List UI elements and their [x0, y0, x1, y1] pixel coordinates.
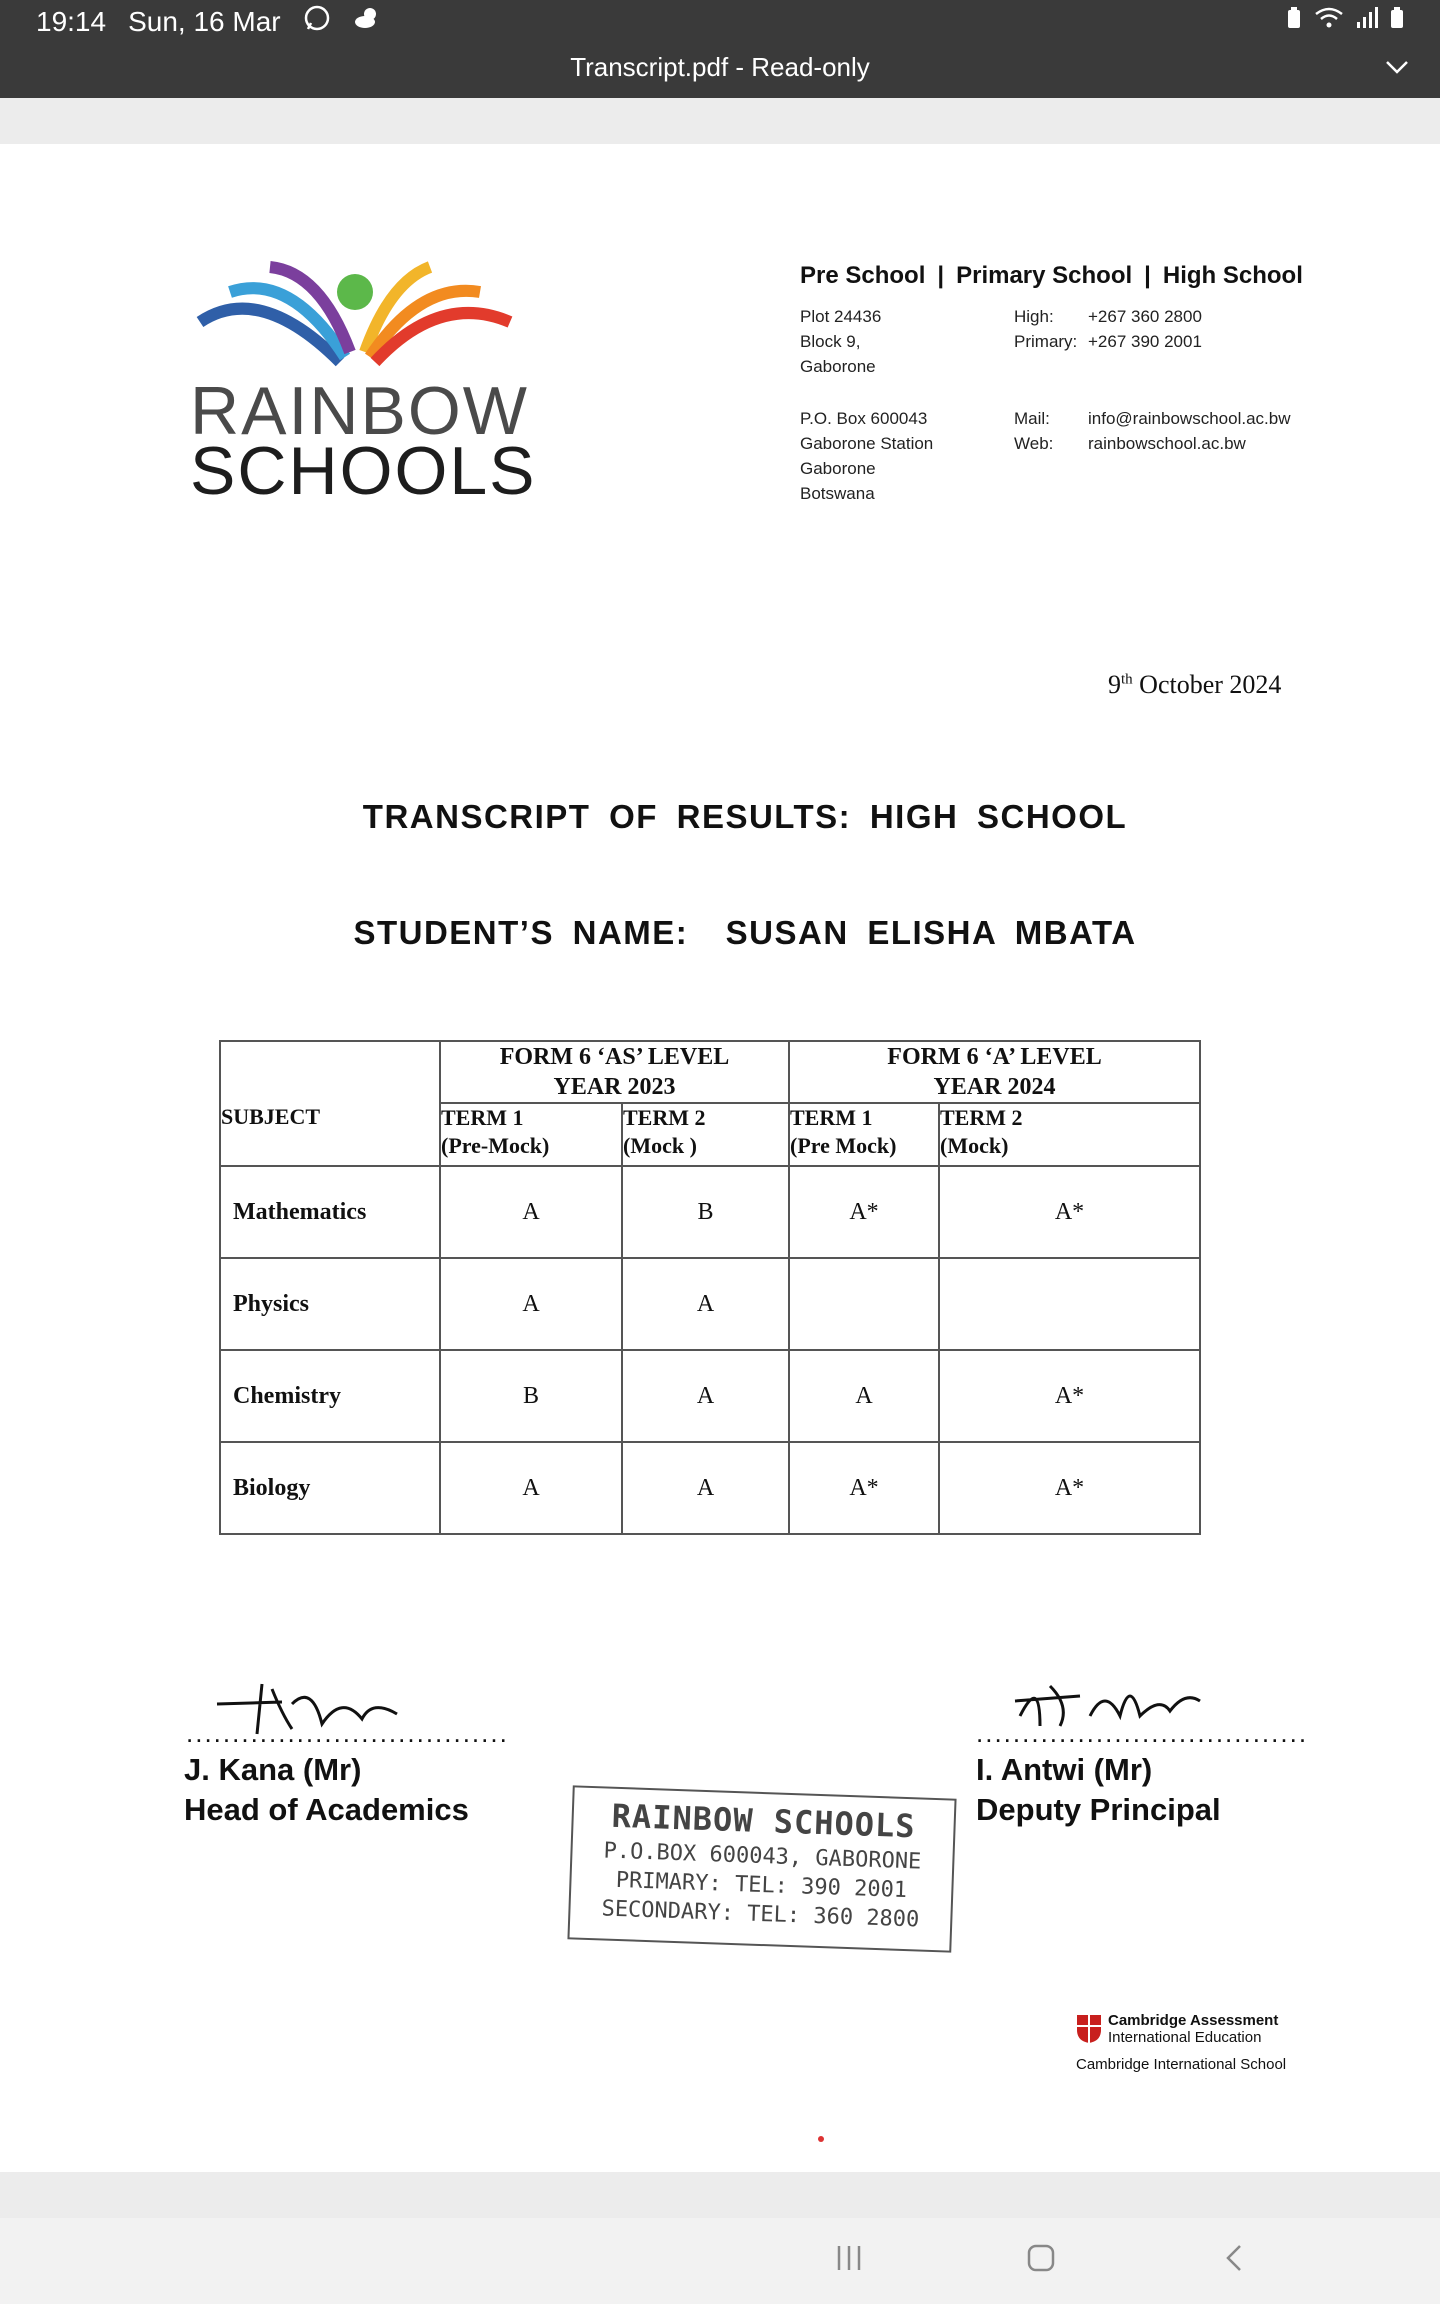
- page-dot: [818, 2136, 824, 2142]
- mail-value: info@rainbowschool.ac.bw: [1088, 409, 1291, 428]
- form-a-line2: YEAR 2024: [933, 1074, 1056, 1100]
- address-line: P.O. Box 600043: [800, 409, 928, 428]
- term-label: TERM 2: [940, 1105, 1023, 1130]
- battery-icon: [1286, 6, 1302, 37]
- signatory-right: [976, 1750, 1221, 1830]
- address-line: Gaborone: [800, 459, 876, 478]
- cambridge-line1: Cambridge Assessment: [1108, 2012, 1279, 2029]
- signatory-left: [184, 1750, 469, 1830]
- school-type: High School: [1162, 262, 1303, 289]
- back-icon[interactable]: [1222, 2240, 1246, 2282]
- address-line: Plot 24436: [800, 307, 882, 326]
- grade-cell: A: [440, 1442, 622, 1534]
- grade-cell: A: [440, 1166, 622, 1258]
- table-corner: [220, 1041, 440, 1103]
- student-name-label: STUDENT’S NAME:: [353, 914, 689, 951]
- grade-cell: B: [440, 1350, 622, 1442]
- phone-value: +267 360 2800: [1088, 307, 1202, 326]
- stamp-line2: P.O.BOX 600043, GABORONE: [603, 1838, 922, 1875]
- cambridge-line2: International Education: [1108, 2029, 1262, 2046]
- transcript-title: TRANSCRIPT OF RESULTS: HIGH SCHOOL: [362, 798, 1128, 835]
- term-header: [622, 1103, 789, 1166]
- form-as-line2: YEAR 2023: [553, 1074, 676, 1100]
- grade-cell: A: [440, 1258, 622, 1350]
- battery-level-icon: [1390, 7, 1404, 36]
- school-stamp: [567, 1785, 956, 1952]
- grade-cell: A*: [939, 1442, 1200, 1534]
- date-day: 9: [1108, 670, 1121, 699]
- document-title: Transcript.pdf - Read-only: [570, 52, 870, 82]
- term-label: TERM 2: [623, 1105, 706, 1130]
- cambridge-crest-icon: [1076, 2014, 1102, 2044]
- cambridge-badge: [1076, 2012, 1286, 2073]
- results-table: [219, 1040, 1201, 1535]
- grade-cell: B: [622, 1166, 789, 1258]
- subject-cell: Mathematics: [220, 1166, 440, 1258]
- date-suffix: th: [1121, 671, 1133, 688]
- grade-cell: A: [622, 1442, 789, 1534]
- logo-text-schools: SCHOOLS: [190, 433, 537, 509]
- table-row: [220, 1258, 1200, 1350]
- form-a-line1: FORM 6 ‘A’ LEVEL: [887, 1044, 1102, 1070]
- address-line: Block 9,: [800, 332, 861, 351]
- signature-line-right: ....................................: [976, 1718, 1309, 1748]
- subject-cell: Chemistry: [220, 1350, 440, 1442]
- grade-cell: A*: [939, 1350, 1200, 1442]
- status-date: Sun, 16 Mar: [128, 5, 281, 37]
- letter-date: [1108, 670, 1281, 700]
- table-row: [220, 1166, 1200, 1258]
- phone-label: High:: [1014, 307, 1054, 326]
- grade-cell: [939, 1258, 1200, 1350]
- school-logo: [190, 252, 537, 509]
- rainbow-logo-icon: [190, 252, 530, 392]
- student-name-line: [0, 914, 1440, 952]
- chevron-down-icon[interactable]: [1384, 52, 1410, 83]
- signatory-right-name: I. Antwi (Mr): [976, 1752, 1153, 1787]
- address-line: Botswana: [800, 484, 875, 503]
- subject-cell: Biology: [220, 1442, 440, 1534]
- term-label: TERM 1: [790, 1105, 873, 1130]
- student-name: SUSAN ELISHA MBATA: [725, 914, 1137, 951]
- weather-icon: [353, 4, 381, 39]
- signatory-right-role: Deputy Principal: [976, 1792, 1221, 1827]
- mail-label: Mail:: [1014, 409, 1050, 428]
- form-as-line1: FORM 6 ‘AS’ LEVEL: [499, 1044, 730, 1070]
- address-line: Gaborone Station: [800, 434, 934, 453]
- status-left: [36, 4, 381, 39]
- subject-cell: Physics: [220, 1258, 440, 1350]
- whatsapp-icon: [303, 4, 331, 39]
- stamp-line1: RAINBOW SCHOOLS: [611, 1796, 917, 1846]
- grade-cell: A*: [939, 1166, 1200, 1258]
- phone-label: Primary:: [1014, 332, 1078, 351]
- pdf-page: [0, 144, 1440, 2172]
- term-label: TERM 1: [441, 1105, 524, 1130]
- grade-cell: A*: [789, 1166, 939, 1258]
- phone-value: +267 390 2001: [1088, 332, 1202, 351]
- stamp-line3: PRIMARY: TEL: 390 2001: [615, 1867, 908, 1904]
- signal-icon: [1356, 7, 1378, 36]
- status-right: [1286, 6, 1404, 37]
- grade-cell: [789, 1258, 939, 1350]
- top-bar: [0, 0, 1440, 98]
- date-rest: October 2024: [1139, 670, 1282, 699]
- term-header: [789, 1103, 939, 1166]
- school-types: Pre School | Primary School | High School: [800, 262, 1303, 289]
- signatory-left-name: J. Kana (Mr): [184, 1752, 362, 1787]
- table-header-row: [220, 1041, 1200, 1103]
- android-nav-bar: [0, 2218, 1440, 2304]
- web-label: Web:: [1014, 434, 1054, 453]
- cambridge-line3: Cambridge International School: [1076, 2056, 1287, 2073]
- term-sub: (Mock ): [623, 1133, 697, 1158]
- phone-block: [1014, 304, 1202, 354]
- term-sub: (Pre-Mock): [441, 1133, 550, 1158]
- term-sub: (Pre Mock): [790, 1133, 897, 1158]
- address-pobox: [800, 406, 933, 506]
- subject-header: SUBJECT: [220, 1103, 440, 1166]
- table-row: [220, 1442, 1200, 1534]
- grade-cell: A: [789, 1350, 939, 1442]
- table-term-row: [220, 1103, 1200, 1166]
- wifi-icon: [1314, 6, 1344, 37]
- form-as-header: [440, 1041, 789, 1103]
- logo-text-rainbow: RAINBOW: [190, 373, 529, 449]
- home-icon[interactable]: [1026, 2240, 1056, 2282]
- web-value: rainbowschool.ac.bw: [1088, 434, 1246, 453]
- grade-cell: A: [622, 1350, 789, 1442]
- status-time: 19:14: [36, 5, 107, 37]
- table-row: [220, 1350, 1200, 1442]
- term-header: [440, 1103, 622, 1166]
- school-type: Pre School: [800, 262, 926, 289]
- recent-apps-icon[interactable]: [834, 2240, 864, 2282]
- mail-web-block: [1014, 406, 1290, 456]
- grade-cell: A: [622, 1258, 789, 1350]
- term-header: [939, 1103, 1200, 1166]
- address-plot: [800, 304, 881, 379]
- form-a-header: [789, 1041, 1200, 1103]
- address-line: Gaborone: [800, 357, 876, 376]
- term-sub: (Mock): [940, 1133, 1009, 1158]
- stamp-line4: SECONDARY: TEL: 360 2800: [601, 1896, 920, 1933]
- signature-line-left: ...................................: [186, 1718, 509, 1748]
- grade-cell: A*: [789, 1442, 939, 1534]
- school-type: Primary School: [956, 262, 1133, 289]
- signatory-left-role: Head of Academics: [184, 1792, 469, 1827]
